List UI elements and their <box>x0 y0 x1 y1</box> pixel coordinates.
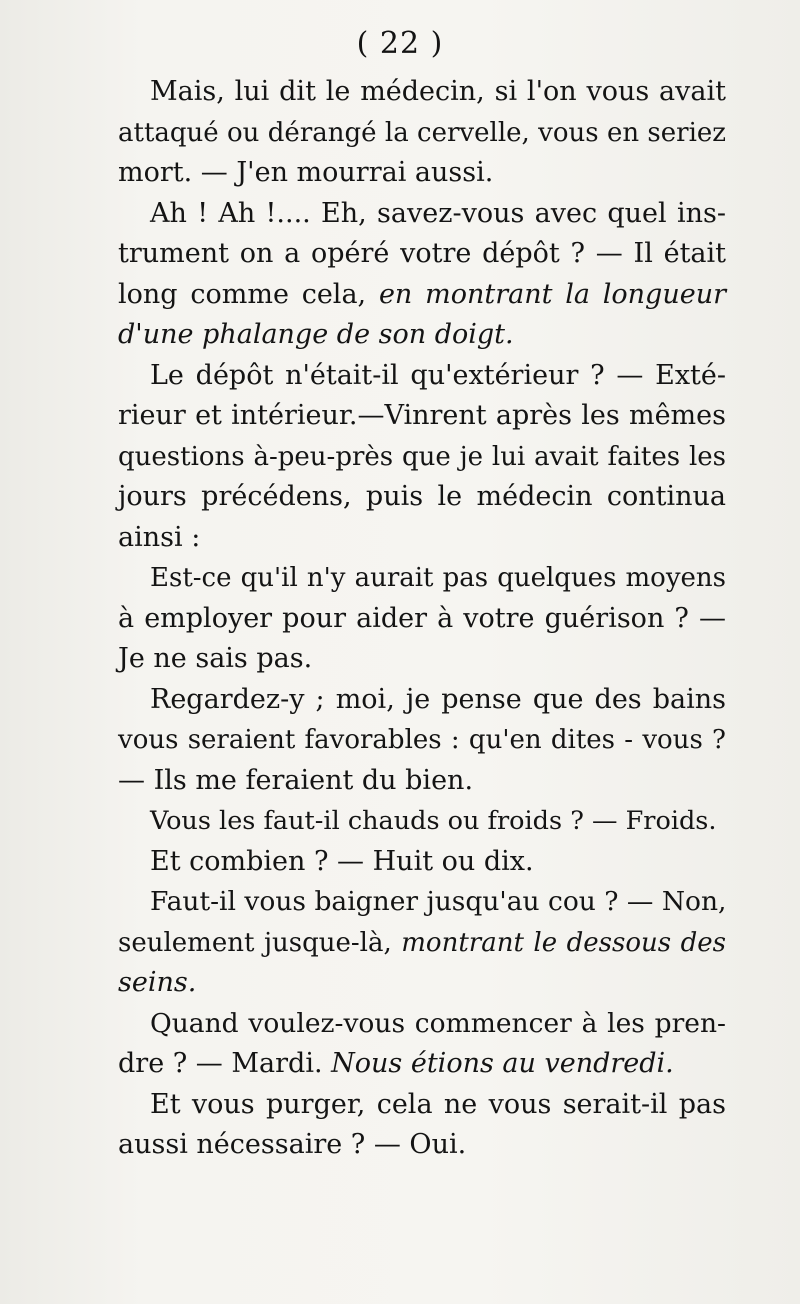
paragraph <box>118 558 726 680</box>
page-number: ( 22 ) <box>356 26 444 61</box>
text-line <box>118 558 726 599</box>
line-text: Vous les faut-il chauds ou froids ? — Froids. <box>150 806 717 836</box>
text-line <box>118 72 726 113</box>
paragraph <box>118 680 726 802</box>
line-text: Le dépôt n'était-il qu'extérieur ? — Exté- <box>150 359 726 391</box>
text-line <box>118 477 726 518</box>
text-line <box>118 842 726 883</box>
text-line <box>118 275 726 316</box>
paragraph <box>118 801 726 842</box>
line-text: Et combien ? — Huit ou dix. <box>150 845 534 877</box>
line-text: Regardez-y ; moi, je pense que des bains <box>150 683 726 715</box>
line-text: Et vous purger, cela ne vous serait-il pas <box>150 1088 726 1120</box>
text-line <box>118 194 726 235</box>
text-line <box>118 153 726 194</box>
line-text: seulement jusque-là, <box>118 927 392 958</box>
text-line <box>118 396 726 437</box>
paragraph <box>118 1085 726 1166</box>
line-text: jours précédens, puis le médecin continua <box>118 481 726 512</box>
paragraph <box>118 72 726 194</box>
line-text: Quand voulez-vous commencer à les pren- <box>150 1007 726 1039</box>
paragraph <box>118 194 726 356</box>
italic-text: montrant le dessous des <box>401 927 727 958</box>
line-text: Mais, lui dit le médecin, si l'on vous avait <box>150 76 726 107</box>
line-text: mort. — J'en mourrai aussi. <box>118 157 494 188</box>
text-line <box>118 761 726 802</box>
line-text: à employer pour aider à votre guérison ? — <box>118 602 726 634</box>
paragraph <box>118 356 726 559</box>
paragraph <box>118 882 726 1004</box>
text-line <box>118 599 726 640</box>
line-text: aussi nécessaire ? — Oui. <box>118 1129 467 1160</box>
italic-text: d'une phalange de son doigt. <box>118 319 514 350</box>
line-text: Est-ce qu'il n'y aurait pas quelques moyens <box>150 563 726 593</box>
line-text: — Ils me feraient du bien. <box>118 764 474 796</box>
body-text <box>118 72 726 1166</box>
text-line <box>118 1044 726 1085</box>
text-line <box>118 882 726 923</box>
text-line <box>118 234 726 275</box>
text-line <box>118 963 726 1004</box>
line-text: questions à-peu-près que je lui avait faites les <box>118 441 726 472</box>
text-line <box>118 518 726 559</box>
text-line <box>118 1004 726 1045</box>
italic-text: seins. <box>118 967 197 998</box>
text-line <box>118 720 726 761</box>
line-text: long comme cela, <box>118 278 367 310</box>
text-line <box>118 923 726 964</box>
text-line <box>118 801 726 842</box>
line-text: vous seraient favorables : qu'en dites - vous ? <box>118 725 726 755</box>
paragraph <box>118 1004 726 1085</box>
text-line <box>118 680 726 721</box>
line-text: Ah ! Ah !.... Eh, savez-vous avec quel ins- <box>150 197 726 229</box>
line-text: dre ? — Mardi. <box>118 1048 323 1079</box>
line-text: trument on a opéré votre dépôt ? — Il était <box>118 238 726 269</box>
text-line <box>118 356 726 397</box>
line-text: Je ne sais pas. <box>118 643 313 674</box>
italic-text: Nous étions au vendredi. <box>331 1048 674 1079</box>
text-line <box>118 437 726 478</box>
line-text: attaqué ou dérangé la cervelle, vous en seriez <box>118 117 726 148</box>
text-line <box>118 315 726 356</box>
line-text: ainsi : <box>118 521 201 553</box>
paragraph <box>118 842 726 883</box>
text-line <box>118 639 726 680</box>
text-line <box>118 1125 726 1166</box>
italic-text: en montrant la longueur <box>378 278 726 310</box>
line-text: Faut-il vous baigner jusqu'au cou ? — Non, <box>150 886 727 917</box>
text-line <box>118 1085 726 1126</box>
text-line <box>118 113 726 154</box>
line-text: rieur et intérieur.—Vinrent après les mêmes <box>118 400 726 431</box>
